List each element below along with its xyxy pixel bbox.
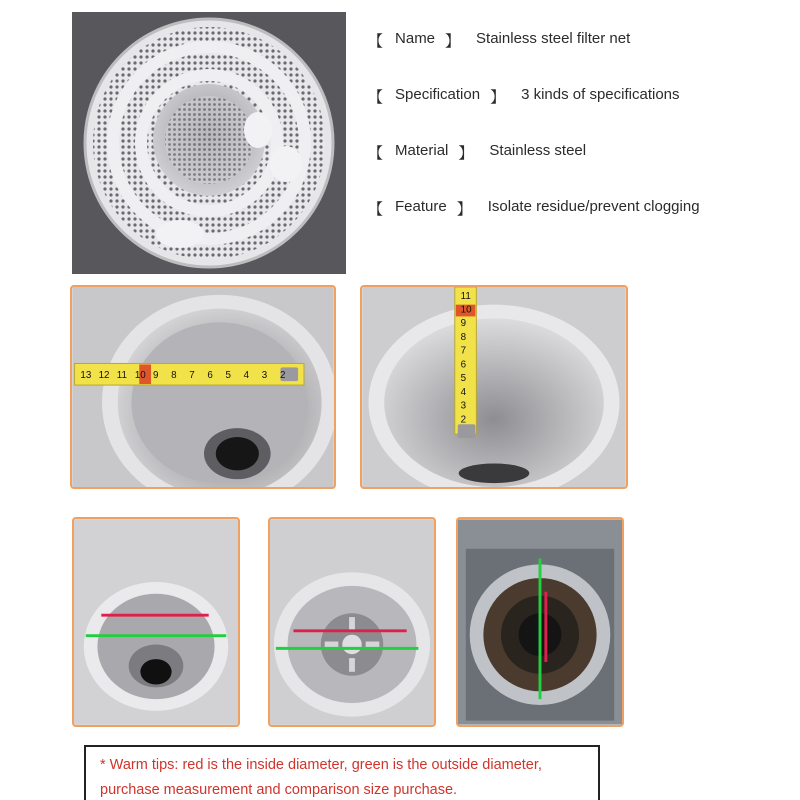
bracket-close: 】	[445, 33, 461, 50]
drain-diameter-illustration-1	[74, 519, 238, 725]
filter-net-illustration	[72, 12, 346, 274]
drain-diameter-illustration-2	[270, 519, 434, 725]
tape-tick-label: 9	[460, 318, 467, 330]
tip-line-1: * Warm tips: red is the inside diameter, green is the outside diameter,	[100, 757, 542, 773]
sink-measure-horizontal-illustration	[72, 287, 334, 487]
spec-value: Stainless steel filter net	[476, 30, 631, 47]
spec-label: Specification	[395, 86, 481, 103]
tape-tick-label: 6	[207, 370, 213, 382]
spec-row-specification	[368, 86, 788, 142]
tape-tick-label: 7	[189, 370, 195, 382]
product-photo-filter-net	[72, 12, 346, 274]
tape-tick-label: 10	[460, 304, 472, 316]
bracket-close: 】	[456, 201, 472, 218]
tape-tick-label: 3	[460, 400, 467, 412]
tape-tick-label: 4	[243, 370, 250, 382]
photo-drain-diameter-2	[268, 517, 436, 727]
spec-list	[368, 30, 788, 254]
spec-row-material	[368, 142, 788, 198]
spec-value: 3 kinds of specifications	[521, 86, 680, 103]
tape-tick-label: 2	[279, 370, 286, 382]
tip-line-2: purchase measurement and comparison size purchase.	[100, 782, 458, 798]
bracket-open: 【	[368, 33, 384, 50]
tape-tick-label: 2	[460, 414, 467, 426]
bracket-open: 【	[368, 201, 384, 218]
tape-tick-label: 9	[153, 370, 159, 382]
tape-tick-label: 5	[460, 373, 467, 385]
tape-tick-label: 8	[460, 331, 467, 343]
tape-tick-label: 11	[116, 370, 127, 382]
bracket-close: 】	[490, 89, 506, 106]
tape-tick-label: 11	[460, 290, 471, 302]
tape-tick-label: 12	[98, 370, 110, 382]
spec-row-name	[368, 30, 788, 86]
bracket-close: 】	[458, 145, 474, 162]
tape-tick-label: 13	[80, 370, 92, 382]
spec-label: Material	[395, 142, 449, 159]
sink-measure-vertical-illustration	[362, 287, 626, 487]
warm-tips-box	[84, 745, 600, 800]
bracket-open: 【	[368, 145, 384, 162]
spec-value: Stainless steel	[489, 142, 587, 159]
bracket-open: 【	[368, 89, 384, 106]
photo-sink-tape-horizontal	[70, 285, 336, 489]
tape-tick-label: 4	[460, 386, 467, 398]
tape-tick-label: 3	[261, 370, 268, 382]
tape-tick-label: 10	[134, 370, 146, 382]
spec-value: Isolate residue/prevent clogging	[487, 198, 700, 215]
spec-row-feature	[368, 198, 788, 254]
tape-tick-label: 7	[460, 345, 467, 357]
photo-drain-diameter-1	[72, 517, 240, 727]
tape-tick-label: 6	[460, 359, 467, 371]
tape-tick-label: 8	[171, 370, 177, 382]
photo-sink-tape-vertical	[360, 285, 628, 489]
spec-label: Name	[395, 30, 436, 47]
tape-tick-label: 5	[225, 370, 232, 382]
drain-diameter-illustration-3	[458, 519, 622, 725]
photo-drain-diameter-3	[456, 517, 624, 727]
spec-label: Feature	[395, 198, 447, 215]
